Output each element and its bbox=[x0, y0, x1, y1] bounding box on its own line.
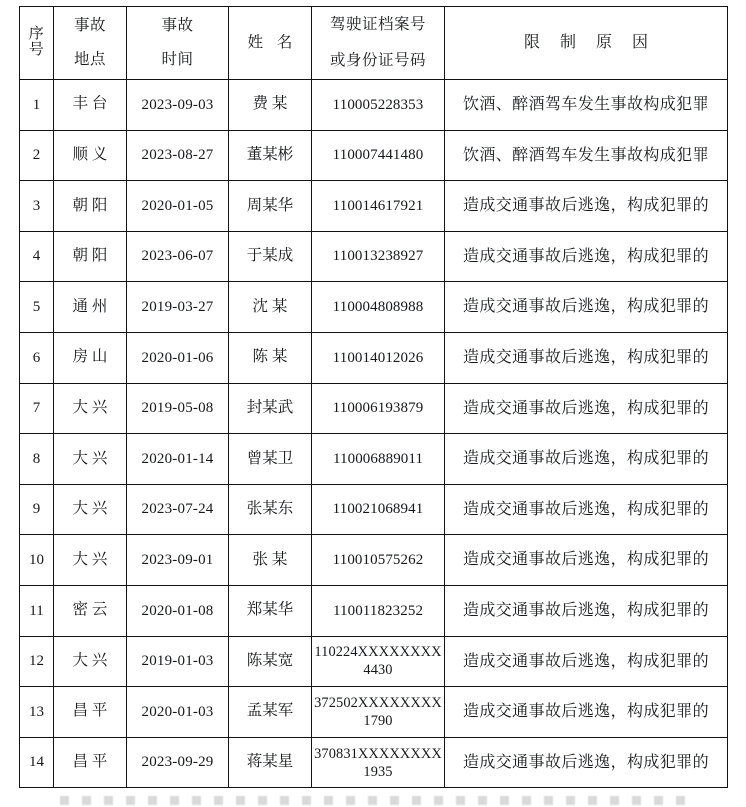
cell-restriction-reason: 造成交通事故后逃逸，构成犯罪的 bbox=[445, 535, 728, 586]
cell-restriction-reason: 造成交通事故后逃逸，构成犯罪的 bbox=[445, 332, 728, 383]
cell-sequence-number: 7 bbox=[20, 383, 54, 434]
cell-license-or-id-number: 110007441480 bbox=[312, 130, 445, 181]
cell-sequence-number: 5 bbox=[20, 282, 54, 333]
cell-accident-place: 大 兴 bbox=[54, 636, 127, 687]
cell-person-name: 董某彬 bbox=[229, 130, 312, 181]
cell-restriction-reason: 造成交通事故后逃逸，构成犯罪的 bbox=[445, 687, 728, 738]
column-header-license-or-id-line2: 或身份证号码 bbox=[329, 51, 426, 69]
table-row bbox=[20, 484, 728, 535]
cell-accident-place: 顺 义 bbox=[54, 130, 127, 181]
column-header-accident-place-line1: 事故 bbox=[73, 16, 106, 34]
cell-license-or-id-number bbox=[312, 636, 445, 687]
cell-license-or-id-number bbox=[312, 737, 445, 788]
cell-accident-time: 2020-01-14 bbox=[127, 434, 229, 485]
cell-restriction-reason: 造成交通事故后逃逸，构成犯罪的 bbox=[445, 282, 728, 333]
cell-restriction-reason: 造成交通事故后逃逸，构成犯罪的 bbox=[445, 231, 728, 282]
column-header-sequence-line1: 序 bbox=[28, 26, 45, 43]
cell-person-name: 蒋某星 bbox=[229, 737, 312, 788]
cell-restriction-reason: 造成交通事故后逃逸，构成犯罪的 bbox=[445, 181, 728, 232]
table-body bbox=[20, 80, 728, 788]
cell-restriction-reason: 造成交通事故后逃逸，构成犯罪的 bbox=[445, 636, 728, 687]
table-row bbox=[20, 80, 728, 131]
cell-restriction-reason: 造成交通事故后逃逸，构成犯罪的 bbox=[445, 484, 728, 535]
cell-accident-place: 通 州 bbox=[54, 282, 127, 333]
cell-sequence-number: 10 bbox=[20, 535, 54, 586]
column-header-accident-place-line2: 地点 bbox=[73, 50, 106, 68]
cell-accident-time: 2019-01-03 bbox=[127, 636, 229, 687]
column-header-accident-time-line1: 事故 bbox=[161, 16, 194, 34]
cell-license-or-id-number: 110006889011 bbox=[312, 434, 445, 485]
table-row bbox=[20, 636, 728, 687]
cell-license-or-id-line2: 1790 bbox=[363, 712, 393, 729]
cell-license-or-id-number: 110013238927 bbox=[312, 231, 445, 282]
cell-restriction-reason: 造成交通事故后逃逸，构成犯罪的 bbox=[445, 434, 728, 485]
column-header-accident-time-line2: 时间 bbox=[161, 50, 194, 68]
cell-accident-place: 朝 阳 bbox=[54, 231, 127, 282]
cell-accident-time: 2023-07-24 bbox=[127, 484, 229, 535]
cell-restriction-reason: 造成交通事故后逃逸，构成犯罪的 bbox=[445, 585, 728, 636]
cell-accident-place: 大 兴 bbox=[54, 383, 127, 434]
cell-license-or-id-line1: 372502XXXXXXXX bbox=[314, 694, 442, 711]
cell-accident-time: 2023-09-03 bbox=[127, 80, 229, 131]
table-row bbox=[20, 383, 728, 434]
cell-accident-place: 大 兴 bbox=[54, 535, 127, 586]
table-row bbox=[20, 535, 728, 586]
column-header-sequence-line2: 号 bbox=[28, 42, 45, 58]
table-row bbox=[20, 585, 728, 636]
cell-person-name: 张 某 bbox=[229, 535, 312, 586]
cell-sequence-number: 4 bbox=[20, 231, 54, 282]
cell-license-or-id-number: 110006193879 bbox=[312, 383, 445, 434]
cell-license-or-id-number: 110021068941 bbox=[312, 484, 445, 535]
cell-license-or-id-number bbox=[312, 687, 445, 738]
cell-person-name: 陈 某 bbox=[229, 332, 312, 383]
cell-sequence-number: 3 bbox=[20, 181, 54, 232]
table-row bbox=[20, 282, 728, 333]
cell-restriction-reason: 饮酒、醉酒驾车发生事故构成犯罪 bbox=[445, 130, 728, 181]
cell-accident-place: 密 云 bbox=[54, 585, 127, 636]
cell-accident-time: 2023-09-29 bbox=[127, 737, 229, 788]
cell-person-name: 周某华 bbox=[229, 181, 312, 232]
cell-accident-time: 2023-06-07 bbox=[127, 231, 229, 282]
restriction-table bbox=[19, 6, 728, 788]
cell-sequence-number: 11 bbox=[20, 585, 54, 636]
cell-sequence-number: 8 bbox=[20, 434, 54, 485]
cell-restriction-reason: 饮酒、醉酒驾车发生事故构成犯罪 bbox=[445, 80, 728, 131]
cell-license-or-id-line2: 1935 bbox=[363, 763, 393, 780]
cell-sequence-number: 14 bbox=[20, 737, 54, 788]
cell-accident-time: 2023-09-01 bbox=[127, 535, 229, 586]
cell-person-name: 于某成 bbox=[229, 231, 312, 282]
cell-accident-time: 2023-08-27 bbox=[127, 130, 229, 181]
table-row bbox=[20, 434, 728, 485]
table-row bbox=[20, 231, 728, 282]
cell-sequence-number: 2 bbox=[20, 130, 54, 181]
cell-accident-time: 2020-01-03 bbox=[127, 687, 229, 738]
cell-accident-time: 2019-05-08 bbox=[127, 383, 229, 434]
cell-restriction-reason: 造成交通事故后逃逸，构成犯罪的 bbox=[445, 737, 728, 788]
cell-person-name: 封某武 bbox=[229, 383, 312, 434]
cell-sequence-number: 13 bbox=[20, 687, 54, 738]
cell-accident-place: 房 山 bbox=[54, 332, 127, 383]
cell-accident-time: 2019-03-27 bbox=[127, 282, 229, 333]
cell-license-or-id-number: 110011823252 bbox=[312, 585, 445, 636]
cell-person-name: 陈某宽 bbox=[229, 636, 312, 687]
table-row bbox=[20, 130, 728, 181]
cell-person-name: 费 某 bbox=[229, 80, 312, 131]
cell-license-or-id-number: 110005228353 bbox=[312, 80, 445, 131]
table-row bbox=[20, 181, 728, 232]
cell-accident-time: 2020-01-08 bbox=[127, 585, 229, 636]
cell-accident-time: 2020-01-05 bbox=[127, 181, 229, 232]
cell-license-or-id-line1: 370831XXXXXXXX bbox=[314, 745, 442, 762]
column-header-accident-time bbox=[127, 7, 229, 80]
column-header-license-or-id-line1: 驾驶证档案号 bbox=[329, 15, 426, 33]
cell-person-name: 孟某军 bbox=[229, 687, 312, 738]
page-footer-cutoff-text bbox=[60, 796, 690, 805]
cell-person-name: 沈 某 bbox=[229, 282, 312, 333]
header-row bbox=[20, 7, 728, 80]
column-header-sequence bbox=[20, 7, 54, 80]
cell-sequence-number: 9 bbox=[20, 484, 54, 535]
cell-license-or-id-number: 110010575262 bbox=[312, 535, 445, 586]
column-header-name: 姓 名 bbox=[229, 7, 312, 80]
cell-license-or-id-line2: 4430 bbox=[363, 662, 393, 679]
cell-person-name: 曾某卫 bbox=[229, 434, 312, 485]
cell-accident-place: 昌 平 bbox=[54, 687, 127, 738]
cell-accident-place: 大 兴 bbox=[54, 484, 127, 535]
table-row bbox=[20, 737, 728, 788]
cell-license-or-id-line1: 110224XXXXXXXX bbox=[314, 644, 442, 661]
cell-accident-place: 昌 平 bbox=[54, 737, 127, 788]
cell-sequence-number: 12 bbox=[20, 636, 54, 687]
table-row bbox=[20, 332, 728, 383]
column-header-license-or-id bbox=[312, 7, 445, 80]
column-header-restriction-reason: 限 制 原 因 bbox=[445, 7, 728, 80]
cell-sequence-number: 1 bbox=[20, 80, 54, 131]
cell-person-name: 张某东 bbox=[229, 484, 312, 535]
cell-accident-time: 2020-01-06 bbox=[127, 332, 229, 383]
column-header-accident-place bbox=[54, 7, 127, 80]
cell-person-name: 郑某华 bbox=[229, 585, 312, 636]
cell-restriction-reason: 造成交通事故后逃逸，构成犯罪的 bbox=[445, 383, 728, 434]
cell-accident-place: 朝 阳 bbox=[54, 181, 127, 232]
cell-accident-place: 大 兴 bbox=[54, 434, 127, 485]
cell-accident-place: 丰 台 bbox=[54, 80, 127, 131]
table-row bbox=[20, 687, 728, 738]
cell-sequence-number: 6 bbox=[20, 332, 54, 383]
cell-license-or-id-number: 110004808988 bbox=[312, 282, 445, 333]
cell-license-or-id-number: 110014617921 bbox=[312, 181, 445, 232]
table-header bbox=[20, 7, 728, 80]
cell-license-or-id-number: 110014012026 bbox=[312, 332, 445, 383]
